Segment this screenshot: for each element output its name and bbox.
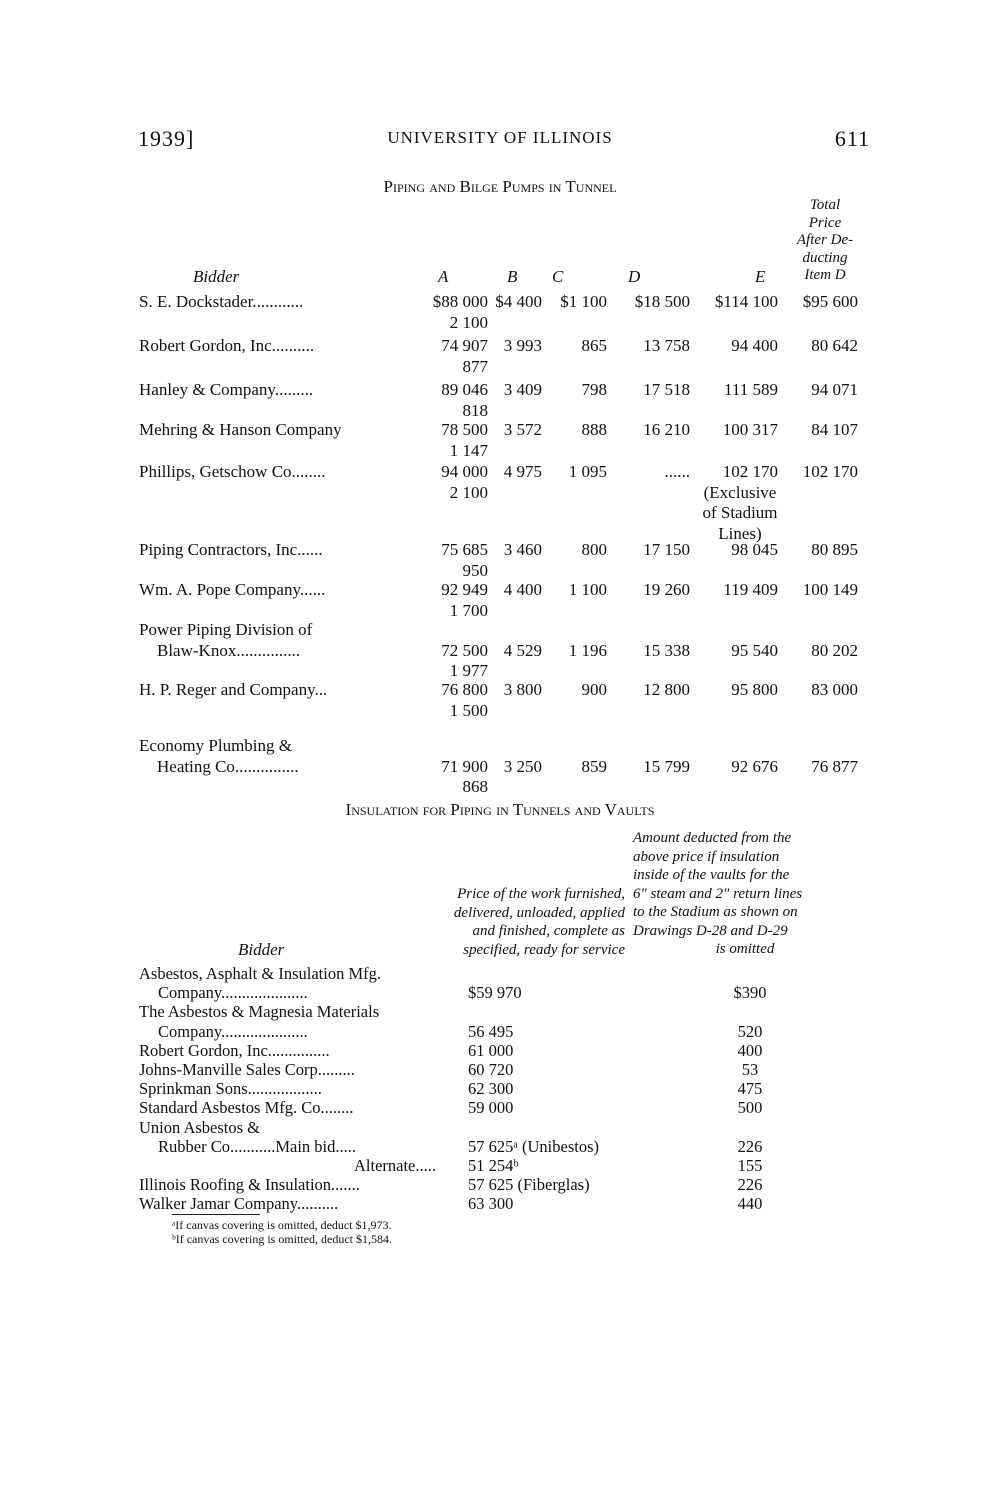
col-header-deducted-line: to the Stadium as shown on bbox=[633, 904, 798, 920]
cell-b: 3 250 bbox=[503, 756, 542, 776]
cell-price: 63 300 bbox=[468, 1194, 514, 1214]
cell-total: 102 170 bbox=[802, 462, 858, 481]
cell-e: 95 800 bbox=[731, 680, 778, 699]
cell-a: 818 bbox=[462, 400, 488, 420]
bidder-name: Sprinkman Sons.................. bbox=[139, 1079, 322, 1099]
cell-b: 3 409 bbox=[503, 380, 542, 399]
bidder-name: Robert Gordon, Inc.......... bbox=[139, 336, 315, 355]
cell-c: 800 bbox=[581, 540, 607, 559]
cell-deducted: 440 bbox=[737, 1194, 763, 1214]
bidder-name: Heating Co............... bbox=[157, 756, 299, 776]
cell-deducted: 226 bbox=[737, 1175, 763, 1195]
bidder-name: Robert Gordon, Inc............... bbox=[139, 1040, 330, 1060]
col-header-total-line: Price bbox=[808, 214, 842, 231]
cell-a: 76 800 bbox=[441, 680, 488, 699]
cell-a: 868 bbox=[462, 777, 488, 796]
col-header-total-line: ducting bbox=[802, 249, 848, 266]
cell-total: 84 107 bbox=[811, 420, 858, 439]
col-header-deducted-line: inside of the vaults for the bbox=[633, 867, 790, 883]
col-header-deducted-line: Drawings D-28 and D-29 bbox=[633, 922, 788, 939]
col-header-total-line: After De- bbox=[796, 232, 854, 248]
cell-e: 92 676 bbox=[731, 756, 778, 776]
bidder-name: Rubber Co...........Main bid..... bbox=[158, 1136, 356, 1156]
cell-deducted: $390 bbox=[733, 983, 767, 1003]
cell-deducted: 155 bbox=[737, 1156, 763, 1175]
running-year: 1939] bbox=[138, 126, 195, 151]
col-header-price-line: delivered, unloaded, applied bbox=[453, 904, 625, 921]
cell-a: 1 700 bbox=[449, 600, 488, 620]
cell-total: 80 202 bbox=[811, 640, 858, 660]
bidder-name: Company..................... bbox=[158, 1021, 308, 1041]
cell-c: 1 100 bbox=[568, 580, 607, 599]
col-header-c: C bbox=[552, 267, 564, 286]
cell-price: 51 254ᵇ bbox=[468, 1156, 519, 1175]
bidder-name: Blaw-Knox............... bbox=[157, 640, 301, 660]
cell-e-note: (Exclusive bbox=[703, 482, 777, 502]
bidder-name: Piping Contractors, Inc...... bbox=[139, 540, 323, 559]
cell-total: 76 877 bbox=[811, 756, 858, 776]
cell-b: 3 460 bbox=[503, 540, 542, 559]
bidder-name: Standard Asbestos Mfg. Co........ bbox=[139, 1098, 354, 1118]
cell-a: 94 000 bbox=[441, 462, 488, 481]
cell-d: $18 500 bbox=[634, 292, 690, 311]
col-header-e: E bbox=[755, 267, 766, 286]
cell-e: 98 045 bbox=[731, 540, 778, 559]
cell-price: 60 720 bbox=[468, 1060, 514, 1079]
cell-b: 3 800 bbox=[503, 680, 542, 699]
col-header-deducted-line: 6" steam and 2" return lines bbox=[633, 885, 803, 902]
cell-a: 1 500 bbox=[449, 700, 488, 720]
cell-a: 2 100 bbox=[449, 482, 488, 502]
col-header-bidder: Bidder bbox=[238, 940, 285, 959]
cell-c: 859 bbox=[581, 756, 607, 776]
cell-a: $88 000 bbox=[432, 292, 488, 311]
cell-e: $114 100 bbox=[714, 292, 778, 311]
cell-a: 72 500 bbox=[441, 640, 488, 660]
bidder-name: S. E. Dockstader............ bbox=[139, 292, 304, 311]
running-title: UNIVERSITY OF ILLINOIS bbox=[387, 128, 613, 147]
footnote: ᵇIf canvas covering is omitted, deduct $1,584. bbox=[172, 1232, 392, 1246]
col-header-price-line: specified, ready for service bbox=[463, 941, 625, 958]
cell-e: 100 317 bbox=[722, 420, 778, 439]
cell-a: 75 685 bbox=[441, 540, 488, 559]
col-header-deducted-line: Amount deducted from the bbox=[633, 830, 792, 846]
bidder-name: Illinois Roofing & Insulation....... bbox=[139, 1175, 360, 1195]
cell-deducted: 53 bbox=[741, 1060, 759, 1079]
cell-c: 900 bbox=[581, 680, 607, 699]
cell-price: 62 300 bbox=[468, 1079, 514, 1099]
footnote-rule bbox=[172, 1214, 260, 1215]
cell-c: 798 bbox=[581, 380, 607, 399]
cell-a: 89 046 bbox=[441, 380, 488, 399]
bidder-name: Power Piping Division of bbox=[139, 620, 313, 639]
cell-d: ...... bbox=[664, 462, 690, 481]
cell-b: 3 572 bbox=[503, 420, 542, 439]
bidder-name: Wm. A. Pope Company...... bbox=[139, 580, 326, 599]
cell-a: 92 949 bbox=[441, 580, 488, 599]
col-header-a: A bbox=[438, 267, 449, 286]
bidder-name: Johns-Manville Sales Corp......... bbox=[139, 1060, 355, 1079]
cell-a: 2 100 bbox=[449, 312, 488, 332]
cell-e: 95 540 bbox=[731, 640, 778, 660]
cell-deducted: 400 bbox=[737, 1040, 763, 1060]
cell-d: 17 150 bbox=[643, 540, 690, 559]
cell-b: 4 975 bbox=[503, 462, 542, 481]
cell-price: 57 625ᵃ (Unibestos) bbox=[468, 1136, 600, 1156]
cell-d: 16 210 bbox=[643, 420, 690, 439]
cell-b: 4 529 bbox=[503, 640, 542, 660]
cell-price: 61 000 bbox=[468, 1040, 514, 1060]
cell-total: 94 071 bbox=[811, 380, 858, 399]
cell-price: 56 495 bbox=[468, 1021, 514, 1041]
col-header-price-line: and finished, complete as bbox=[472, 923, 625, 939]
col-header-deducted-line: above price if insulation bbox=[633, 848, 780, 865]
bidder-name: Union Asbestos & bbox=[139, 1117, 261, 1137]
bidder-name: Company..................... bbox=[158, 983, 308, 1003]
cell-total: 80 895 bbox=[811, 540, 858, 559]
table-title: Piping and Bilge Pumps in Tunnel bbox=[383, 177, 617, 196]
col-header-b: B bbox=[507, 267, 518, 286]
cell-e-note: of Stadium bbox=[702, 503, 778, 522]
bidder-name: H. P. Reger and Company... bbox=[139, 680, 328, 699]
bidder-name: Alternate..... bbox=[354, 1156, 437, 1175]
col-header-total-line: Item D bbox=[804, 267, 846, 283]
col-header-deducted-line: is omitted bbox=[715, 941, 775, 957]
cell-d: 12 800 bbox=[643, 680, 690, 699]
cell-c: 1 095 bbox=[568, 462, 607, 481]
cell-price: 59 000 bbox=[468, 1098, 514, 1118]
cell-b: 3 993 bbox=[503, 336, 542, 355]
cell-a: 71 900 bbox=[441, 756, 488, 776]
cell-price: 57 625 (Fiberglas) bbox=[468, 1175, 590, 1195]
bidder-name: Walker Jamar Company.......... bbox=[139, 1194, 339, 1214]
cell-e: 94 400 bbox=[731, 336, 778, 355]
cell-d: 19 260 bbox=[643, 580, 690, 599]
cell-b: 4 400 bbox=[503, 580, 542, 599]
table-title: Insulation for Piping in Tunnels and Vaults bbox=[345, 800, 655, 819]
cell-d: 15 799 bbox=[643, 756, 690, 776]
bidder-name: Mehring & Hanson Company bbox=[139, 420, 342, 439]
cell-e-note: Lines) bbox=[718, 523, 762, 543]
cell-total: 83 000 bbox=[811, 680, 858, 699]
page-number: 611 bbox=[834, 126, 870, 151]
cell-c: 888 bbox=[581, 420, 607, 439]
bidder-name: Hanley & Company......... bbox=[139, 380, 314, 399]
cell-a: 1 147 bbox=[449, 440, 488, 460]
cell-b: $4 400 bbox=[495, 292, 542, 311]
cell-e: 102 170 bbox=[722, 462, 778, 481]
cell-total: $95 600 bbox=[802, 292, 858, 311]
cell-d: 15 338 bbox=[643, 640, 690, 660]
cell-e: 111 589 bbox=[724, 380, 778, 399]
cell-deducted: 226 bbox=[737, 1136, 763, 1156]
bidder-name: The Asbestos & Magnesia Materials bbox=[139, 1002, 380, 1022]
bidder-name: Economy Plumbing & bbox=[139, 736, 292, 755]
cell-e: 119 409 bbox=[723, 580, 778, 599]
cell-a: 950 bbox=[462, 560, 488, 580]
cell-price: $59 970 bbox=[468, 983, 522, 1003]
cell-deducted: 520 bbox=[737, 1021, 763, 1041]
col-header-total-line: Total bbox=[809, 197, 841, 213]
cell-c: 865 bbox=[581, 336, 607, 355]
cell-a: 78 500 bbox=[441, 420, 488, 439]
cell-c: $1 100 bbox=[560, 292, 607, 311]
cell-a: 877 bbox=[462, 356, 488, 376]
cell-total: 100 149 bbox=[802, 580, 858, 599]
col-header-d: D bbox=[628, 267, 641, 286]
cell-a: 1 977 bbox=[449, 661, 488, 680]
cell-c: 1 196 bbox=[568, 640, 607, 660]
cell-deducted: 500 bbox=[737, 1098, 763, 1118]
cell-d: 17 518 bbox=[643, 380, 690, 399]
cell-total: 80 642 bbox=[811, 336, 858, 355]
col-header-bidder: Bidder bbox=[193, 267, 240, 286]
cell-d: 13 758 bbox=[643, 336, 690, 355]
col-header-price-line: Price of the work furnished, bbox=[457, 886, 625, 902]
bidder-name: Phillips, Getschow Co........ bbox=[139, 462, 326, 481]
cell-a: 74 907 bbox=[441, 336, 488, 355]
bidder-name: Asbestos, Asphalt & Insulation Mfg. bbox=[139, 964, 381, 983]
footnote: ᵃIf canvas covering is omitted, deduct $1,973. bbox=[172, 1218, 392, 1232]
cell-deducted: 475 bbox=[737, 1079, 763, 1099]
